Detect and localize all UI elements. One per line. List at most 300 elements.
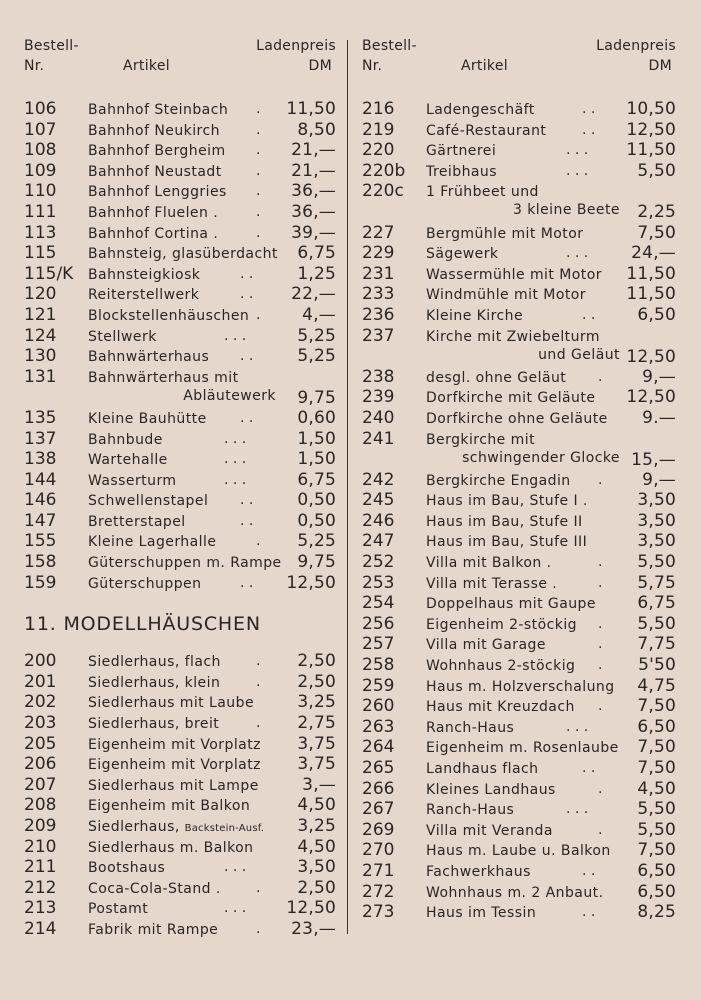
list-item (24, 265, 336, 286)
leader-dots: . (256, 203, 261, 220)
item-price: 39,— (291, 222, 336, 243)
item-price: 5,25 (297, 325, 336, 346)
item-price: 6,50 (637, 860, 676, 881)
header-artikel: Artikel (461, 58, 508, 74)
item-price: 5,50 (637, 160, 676, 181)
item-price: 0,60 (297, 407, 336, 428)
item-price: 5,50 (637, 799, 676, 820)
item-number: 110 (24, 181, 57, 202)
item-price: 3,50 (637, 490, 676, 511)
leader-dots: . (256, 162, 261, 179)
item-price: 15,— (631, 449, 676, 470)
item-article-text: Bahnwärterhaus (88, 349, 210, 366)
item-number: 210 (24, 836, 57, 857)
list-item (362, 121, 676, 142)
item-number: 237 (362, 325, 395, 346)
item-article (88, 674, 220, 692)
item-price: 0,50 (297, 490, 336, 511)
item-article-text: Bergkirche mit (426, 431, 536, 448)
item-price: 12,50 (286, 898, 336, 919)
item-price: 2,50 (297, 651, 336, 672)
item-number: 212 (24, 877, 57, 898)
item-article-text: Bretterstapel (88, 513, 186, 530)
header-artikel: Artikel (123, 58, 170, 74)
item-price: 11,50 (626, 284, 676, 305)
leader-dots: . . (582, 306, 596, 323)
item-price: 8,25 (637, 902, 676, 923)
item-price: 3,25 (297, 816, 336, 836)
item-article (88, 921, 218, 939)
item-price: 7,75 (637, 634, 676, 655)
item-article (88, 286, 199, 304)
item-price: 2,25 (637, 202, 676, 223)
leader-dots: . (256, 101, 261, 117)
item-price: 6,75 (297, 243, 336, 264)
item-price: 3,25 (297, 692, 336, 713)
item-price: 2,50 (297, 671, 336, 692)
header-ladenpreis: Ladenpreis (256, 38, 336, 54)
item-price: 5'50 (638, 655, 676, 676)
list-item (24, 182, 336, 203)
list-item (24, 899, 336, 920)
leader-dots: . (256, 306, 261, 323)
list-item (362, 656, 676, 677)
item-number: 239 (362, 387, 395, 408)
leader-dots: . . (240, 492, 254, 509)
list-item (24, 817, 336, 838)
item-article-text: Bahnhof Neukirch (88, 122, 220, 139)
item-article (88, 183, 227, 201)
item-number: 201 (24, 671, 57, 692)
leader-dots: . (256, 920, 261, 937)
item-number: 159 (24, 572, 57, 593)
list-item (362, 141, 676, 162)
item-price: 11,50 (286, 99, 336, 119)
item-number: 236 (362, 304, 395, 325)
item-article (426, 801, 514, 819)
item-article-text: Doppelhaus mit Gaupe (426, 596, 596, 613)
leader-dots: . (256, 224, 261, 241)
item-price: 9,— (642, 366, 676, 387)
item-article (426, 307, 523, 325)
list-item (362, 265, 676, 286)
item-number: 111 (24, 201, 57, 222)
leader-dots: . . . (224, 900, 247, 917)
item-article-text: Dorfkirche ohne Geläute (426, 410, 608, 427)
item-article-text: Siedlerhaus, breit (88, 716, 220, 733)
leader-dots: . . (582, 862, 596, 879)
item-number: 135 (24, 407, 57, 428)
left-column (24, 36, 336, 941)
list-item (362, 635, 676, 656)
list-item (362, 677, 676, 698)
item-price: 12,50 (626, 346, 676, 367)
list-item (362, 574, 676, 595)
item-price: 4,50 (297, 795, 336, 816)
item-price: 9,75 (297, 387, 336, 408)
list-item (362, 491, 676, 512)
list-item (24, 920, 336, 941)
leader-dots: . . . (224, 471, 247, 488)
item-article (88, 163, 222, 181)
item-article-text: Wohnhaus m. 2 Anbaut. (426, 884, 604, 901)
item-article-text: Café-Restaurant (426, 122, 547, 139)
list-item (362, 718, 676, 739)
item-article (426, 245, 499, 263)
item-article (426, 884, 603, 902)
item-number: 208 (24, 795, 57, 816)
list-item (24, 203, 336, 224)
item-price: 12,50 (626, 387, 676, 408)
item-article-text: Kleine Kirche (426, 307, 524, 324)
list-item (362, 532, 676, 553)
item-number: 220 (362, 140, 395, 161)
item-article (426, 554, 552, 572)
list-item (24, 121, 336, 142)
list-item (24, 838, 336, 859)
list-item (362, 594, 676, 615)
item-price: 10,50 (626, 99, 676, 119)
item-article-text: Villa mit Balkon . (426, 555, 552, 572)
list-item (24, 796, 336, 817)
item-article (426, 389, 595, 407)
item-article-text: Kleine Lagerhalle (88, 534, 217, 551)
item-article (426, 719, 514, 737)
leader-dots: . . (582, 101, 596, 117)
leader-dots: . (598, 615, 603, 632)
item-article-text: Eigenheim 2-stöckig (426, 616, 578, 633)
header-bestell: Bestell- (24, 38, 79, 54)
item-price: 2,50 (297, 877, 336, 898)
item-article (426, 472, 571, 490)
item-article-text: Haus m. Laube u. Balkon (426, 843, 611, 860)
list-item (362, 430, 676, 471)
item-article-line2: Abläutewerk (183, 387, 276, 404)
item-article (88, 653, 221, 671)
item-price: 1,25 (297, 263, 336, 284)
item-article-text: Wassermühle mit Motor (426, 266, 602, 283)
item-price: 9.— (642, 407, 676, 428)
item-number: 260 (362, 696, 395, 717)
list-item (362, 327, 676, 368)
leader-dots: . . (240, 512, 254, 529)
item-article (88, 839, 253, 857)
item-article-text: Villa mit Garage (426, 637, 546, 654)
list-item (362, 512, 676, 533)
item-article (88, 369, 276, 405)
leader-dots: . (256, 533, 261, 550)
item-article (88, 348, 209, 366)
item-number: 220c (362, 181, 404, 202)
list-item (24, 244, 336, 265)
item-price: 22,— (291, 284, 336, 305)
leader-dots: . . (582, 121, 596, 138)
item-article (88, 142, 226, 160)
item-number: 240 (362, 407, 395, 428)
item-number: 130 (24, 346, 57, 367)
leader-dots: . . . (566, 162, 589, 179)
item-price: 7,50 (637, 696, 676, 717)
item-number: 202 (24, 692, 57, 713)
item-number: 113 (24, 222, 57, 243)
item-article (88, 715, 219, 733)
item-article (426, 369, 566, 387)
item-number: 115 (24, 243, 57, 264)
item-number: 247 (362, 531, 395, 552)
leader-dots: . (256, 653, 261, 670)
list-item (362, 244, 676, 265)
item-price: 11,50 (626, 263, 676, 284)
list-item (362, 821, 676, 842)
header-bestell: Bestell- (362, 38, 417, 54)
item-article-text: Villa mit Terasse . (426, 575, 558, 592)
item-article-text: Eigenheim mit Vorplatz (88, 757, 261, 774)
item-price: 9,— (642, 469, 676, 490)
item-article-text: Kleine Bauhütte (88, 410, 207, 427)
item-article (88, 756, 261, 774)
item-article-note: Backstein-Ausf. (184, 823, 265, 834)
item-number: 200 (24, 651, 57, 672)
item-article (426, 183, 620, 219)
item-article-text: Bahnhof Bergheim (88, 143, 226, 160)
item-price: 3,50 (297, 857, 336, 878)
list-item (24, 471, 336, 492)
item-article (426, 678, 615, 696)
item-number: 206 (24, 754, 57, 775)
item-article (426, 266, 602, 284)
list-item (24, 673, 336, 694)
item-article (88, 492, 208, 510)
item-article (88, 797, 250, 815)
item-number: 121 (24, 304, 57, 325)
item-number: 138 (24, 449, 57, 470)
item-article (426, 163, 497, 181)
item-article (426, 575, 557, 593)
leader-dots: . (598, 636, 603, 653)
list-item (24, 652, 336, 673)
item-number: 107 (24, 119, 57, 140)
item-number: 264 (362, 737, 395, 758)
item-number: 146 (24, 490, 57, 511)
item-article (88, 533, 216, 551)
item-article (88, 575, 201, 593)
item-article-text: Kirche mit Zwiebelturm (426, 328, 600, 345)
item-number: 144 (24, 469, 57, 490)
item-article (88, 554, 282, 572)
list-item (24, 574, 336, 595)
item-number: 205 (24, 733, 57, 754)
list-item (362, 553, 676, 574)
item-article-text: 1 Frühbeet und (426, 184, 539, 201)
item-number: 245 (362, 490, 395, 511)
item-article (88, 266, 200, 284)
item-price: 9,75 (297, 552, 336, 573)
item-number: 269 (362, 819, 395, 840)
list-item (24, 512, 336, 533)
list-item (362, 862, 676, 883)
item-number: 131 (24, 366, 57, 387)
list-item (24, 879, 336, 900)
item-article (426, 513, 583, 531)
header-nr: Nr. (24, 58, 45, 74)
leader-dots: . (598, 657, 603, 674)
item-article-text: Schwellenstapel (88, 493, 209, 510)
item-price: 3,50 (637, 510, 676, 531)
item-number: 203 (24, 713, 57, 734)
header-dm: DM (308, 58, 332, 74)
item-number: 207 (24, 774, 57, 795)
item-number: 272 (362, 881, 395, 902)
item-article-text: Haus im Bau, Stufe II (426, 513, 583, 530)
leader-dots: . . . (224, 859, 247, 876)
item-article (426, 142, 496, 160)
item-article (88, 900, 148, 918)
leader-dots: . . . (566, 142, 589, 159)
item-article (88, 204, 218, 222)
leader-dots: . (598, 780, 603, 797)
list-item (362, 615, 676, 636)
leader-dots: . (256, 142, 261, 159)
list-item (362, 388, 676, 409)
item-article-text: Windmühle mit Motor (426, 287, 586, 304)
item-number: 108 (24, 140, 57, 161)
item-number: 267 (362, 799, 395, 820)
item-price: 0,50 (297, 510, 336, 531)
leader-dots: . . . (224, 430, 247, 447)
item-article-text: Ranch-Haus (426, 802, 515, 819)
header-ladenpreis: Ladenpreis (596, 38, 676, 54)
leader-dots: . (256, 879, 261, 896)
item-number: 211 (24, 857, 57, 878)
item-price: 4,— (302, 304, 336, 325)
item-article-text: Dorfkirche mit Geläute (426, 390, 596, 407)
item-article-text: Sägewerk (426, 246, 499, 263)
list-item (362, 368, 676, 389)
item-price: 3,75 (297, 733, 336, 754)
item-article-text: Blockstellenhäuschen (88, 307, 250, 324)
item-number: 219 (362, 119, 395, 140)
item-article (88, 328, 157, 346)
item-article-text: Haus im Tessin (426, 905, 537, 922)
item-price: 5,75 (637, 572, 676, 593)
item-price: 12,50 (286, 572, 336, 593)
item-number: 109 (24, 160, 57, 181)
leader-dots: . . (240, 409, 254, 426)
item-article (88, 736, 261, 754)
item-article-text: Eigenheim m. Rosenlaube (426, 740, 619, 757)
item-article (426, 492, 588, 510)
leader-dots: . . (240, 574, 254, 591)
leader-dots: . . . (566, 245, 589, 262)
item-number: 258 (362, 655, 395, 676)
item-list-right (362, 100, 676, 924)
item-price: 4,75 (637, 675, 676, 696)
item-article (88, 472, 177, 490)
list-item (362, 306, 676, 327)
item-number: 227 (362, 222, 395, 243)
item-article-text: Bahnwärterhaus mit (88, 369, 239, 386)
item-article (426, 595, 596, 613)
item-article-text: Villa mit Veranda (426, 822, 553, 839)
item-price: 7,50 (637, 758, 676, 778)
right-column (362, 36, 676, 924)
item-price: 8,50 (297, 119, 336, 140)
item-price: 5,50 (637, 552, 676, 573)
item-article-text: Stellwerk (88, 328, 157, 345)
item-price: 3,50 (637, 531, 676, 552)
item-article (88, 818, 264, 838)
item-article-text: Kleines Landhaus (426, 781, 556, 798)
item-article (426, 286, 586, 304)
list-item (24, 285, 336, 306)
item-article-text: Ranch-Haus (426, 719, 515, 736)
item-article (88, 245, 278, 263)
leader-dots: . (598, 574, 603, 591)
item-article-text: Siedlerhaus, klein (88, 674, 221, 691)
item-price: 36,— (291, 201, 336, 222)
item-article (426, 822, 553, 840)
leader-dots: . (256, 183, 261, 200)
left-column-header (24, 36, 336, 80)
item-article-text: Postamt (88, 901, 149, 918)
item-article (88, 513, 186, 531)
item-number: 271 (362, 860, 395, 881)
item-number: 213 (24, 898, 57, 919)
list-item (24, 347, 336, 368)
item-number: 273 (362, 902, 395, 923)
item-article-text: Reiterstellwerk (88, 287, 200, 304)
list-item (24, 532, 336, 553)
item-article-text: Haus im Bau, Stufe I . (426, 493, 588, 510)
item-number: 254 (362, 593, 395, 614)
leader-dots: . . (240, 286, 254, 303)
header-dm: DM (648, 58, 672, 74)
item-article-text: Bahnbude (88, 431, 163, 448)
leader-dots: . . . (224, 451, 247, 468)
item-article (88, 225, 218, 243)
item-article-text: Bahnhof Steinbach (88, 102, 229, 118)
list-item (362, 162, 676, 183)
item-article (426, 225, 583, 243)
leader-dots: . (598, 471, 603, 488)
item-number: 266 (362, 778, 395, 799)
item-number: 216 (362, 99, 395, 119)
item-price: 5,50 (637, 819, 676, 840)
column-divider (347, 40, 348, 934)
list-item (24, 100, 336, 121)
item-article-text: Siedlerhaus, (88, 819, 180, 835)
item-article (88, 880, 221, 898)
list-item (24, 306, 336, 327)
item-article (426, 616, 577, 634)
item-article-text: Ladengeschäft (426, 102, 535, 118)
item-article-line2: schwingender Glocke (462, 449, 620, 466)
item-article-text: Fabrik mit Rampe (88, 921, 219, 938)
item-price: 3,75 (297, 754, 336, 775)
list-item (24, 368, 336, 409)
item-article (426, 739, 619, 757)
item-number: 241 (362, 428, 395, 449)
item-article-text: Haus m. Holzverschalung (426, 678, 615, 695)
list-item (362, 780, 676, 801)
item-article-line2: und Geläut (538, 346, 620, 363)
item-article (426, 431, 620, 467)
item-article (426, 328, 620, 364)
item-number: 106 (24, 99, 57, 119)
item-article-text: Bahnhof Cortina . (88, 225, 219, 242)
list-item (24, 776, 336, 797)
item-list-modellhaeuschen (24, 652, 336, 940)
